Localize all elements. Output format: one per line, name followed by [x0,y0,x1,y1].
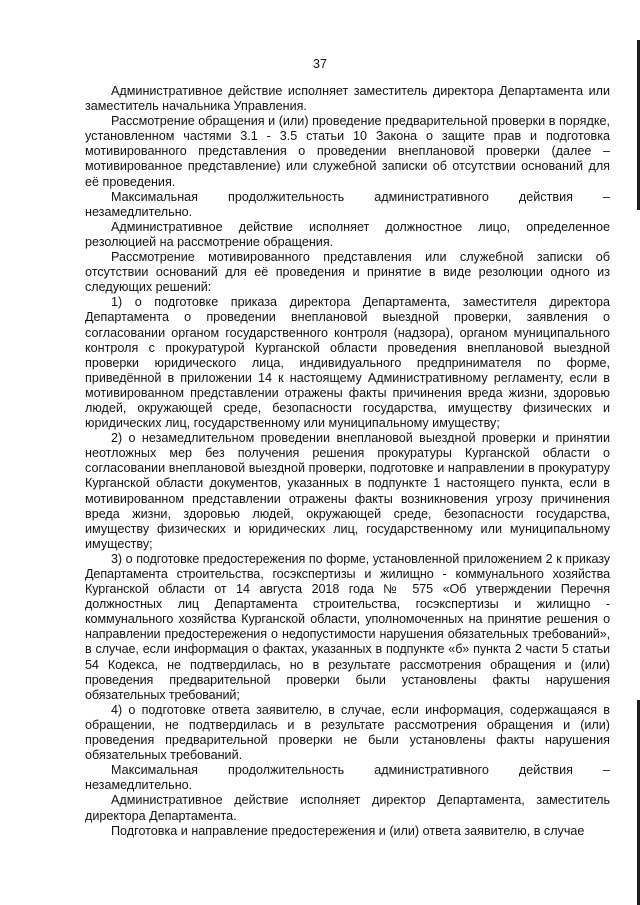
paragraph: Рассмотрение мотивированного представления или служебной записки об отсутствии оснований для её проведения и принятие в виде резолюции одного из следующих решений: [85,250,610,295]
paragraph: Административное действие исполняет должностное лицо, определенное резолюцией на рассмотрение обращения. [85,219,610,249]
page-number: 37 [313,57,327,71]
paragraph-list-item-3: 3) о подготовке предостережения по форме, установленной приложением 2 к приказу Департамента строительства, госэкспертизы и жилищно - коммунального хозяйства Курганской области от 14 августа 2018 года № 575 «Об утверждении Перечня должностных лиц Департамента строительства, госэкспертизы и жилищно - коммунального хозяйства Курганской области, уполномоченных на принятие решения о направлении предостережения о недопустимости нарушения обязательных требований», в случае, если информация о фактах, указанных в подпункте «б» пункта 2 части 5 статьи 54 Кодекса, не подтвердилась, но в результате рассмотрения обращения и (или) проведения предварительной проверки были установлены факты нарушения обязательных требований; [85,551,610,702]
paragraph-list-item-1: 1) о подготовке приказа директора Департамента, заместителя директора Департамента о проведении внеплановой выездной проверки, заявления о согласовании органом государственного контроля (надзора), органом муниципального контроля с прокуратурой Курганской области проведения внеплановой выездной проверки юридического лица, индивидуального предпринимателя по форме, приведённой в приложении 14 к настоящему Административному регламенту, если в мотивированном представлении отражены факты причинения вреда жизни, здоровью людей, окружающей среде, безопасности государства, имуществу физических и юридических лиц, государственному или муниципальному имуществу; [85,295,610,431]
paragraph: Рассмотрение обращения и (или) проведение предварительной проверки в порядке, установленном частями 3.1 - 3.5 статьи 10 Закона о защите прав и подготовка мотивированного представления о проведении внеплановой проверки (далее – мотивированное представление) или служебной записки об отсутствии оснований для её проведения. [85,114,610,189]
paragraph: Подготовка и направление предостережения и (или) ответа заявителю, в случае [111,823,585,838]
paragraph-list-item-2: 2) о незамедлительном проведении внеплановой выездной проверки и принятии неотложных мер без получения решения прокуратуры Курганской области о согласовании внеплановой выездной проверки, подготовке и направлении в прокуратуру Курганской области документов, указанных в подпункте 1 настоящего пункта, если в мотивированном представлении отражены факты возникновения угрозу причинения вреда жизни, здоровью людей, окружающей среде, безопасности государства, имуществу физических и юридических лиц, государственному или муниципальному имуществу; [85,431,610,551]
paragraph: Административное действие исполняет заместитель директора Департамента или заместитель начальника Управления. [85,84,610,114]
document-body [85,84,610,839]
paragraph: Максимальная продолжительность административного действия – незамедлительно. [85,763,610,793]
paragraph: Максимальная продолжительность административного действия – незамедлительно. [85,189,610,219]
paragraph-list-item-4: 4) о подготовке ответа заявителю, в случае, если информация, содержащаяся в обращении, не подтвердилась и в результате рассмотрения обращения и (или) проведения предварительной проверки не были установлены факты нарушения обязательных требований. [85,702,610,763]
paragraph: Административное действие исполняет директор Департамента, заместитель директора Департамента. [85,793,610,823]
